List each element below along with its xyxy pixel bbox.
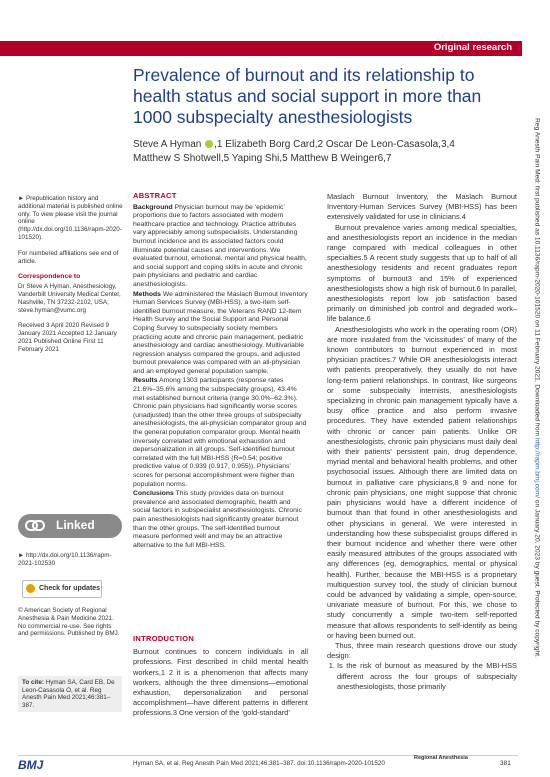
right-column (327, 192, 517, 692)
abstract (133, 192, 308, 551)
correspondence-text: Dr Steve A Hyman, Anesthesiology, Vanderbilt University Medical Center, Nashville, TN 37232-2102, USA; steve.hyman@vumc.org (18, 283, 121, 314)
section-banner (0, 41, 522, 56)
body-paragraph-2: Burnout prevalence varies among medical specialties, and anesthesiologists report an incidence in the median range compared with medical colleagues in other specialties.5 A recent study suggests that up to half of all anesthesiology residents and recent graduates report symptoms of burnout3 and 15% of experienced anesthesiologists show a high risk of burnout.6 In parallel, anesthesiologists report low job satisfaction based primarily on diminished job control and degraded work–life balance.6 (327, 222, 517, 324)
page-number: 381 (500, 760, 511, 767)
left-column (18, 195, 123, 362)
author-rest: ,1 Elizabeth Borg Card,2 Oscar De Leon-Casasola,3,4 (214, 139, 455, 150)
introduction-heading: INTRODUCTION (133, 634, 195, 643)
supplementary-note: ► Prepublication history and additional material is published online only. To view please visit the journal online (http://dx.doi.org/10.1136/rapm-2020-101520). (18, 195, 123, 241)
copyright-note: © American Society of Regional Anesthesia & Pain Medicine 2021. No commercial re-use. See rights and permissions. Published by BMJ. (18, 607, 120, 638)
check-updates-label: Check for updates (39, 585, 101, 592)
sidebar-note (534, 8, 541, 768)
sidebar-text-after: on January 20, 2023 by guest. Protected by copyright. (533, 498, 541, 658)
abstract-background (133, 204, 308, 290)
orcid-icon[interactable] (205, 140, 213, 148)
affiliations-note: For numbered affiliations see end of article. (18, 249, 119, 265)
sidebar-text-before: Reg Anesth Pain Med: first published as 10.1136/rapm-2020-101520 on 11 February 2021. Downloaded from (533, 118, 541, 438)
body-paragraph-3: Anesthesiologists who work in the operating room (OR) are more insulated from the ‘vicissitudes’ of many of the known contributors to burnout experienced in most physician practices.7 While OR anesthesiologists interact with patients preoperatively, they usually do not have long-term patient relationships. In contrast, like surgeons or some subspecialty internists, anesthesiologists specializing in chronic pain management typically have a busy office practice and also perform invasive procedures. They have extended patient relationships with chronic or cancer pain patients. Unlike OR anesthesiologists, chronic pain physicians must daily deal with their patients’ persistent pain, drug dependence, myriad mental and behavioral health problems, and other psychosocial issues. Although there are limited data on burnout in palliative care physicians,8 9 and none for chronic pain physicians, one might suppose that chronic pain physicians would have a different incidence of burnout than that found in other anesthesiologists and other physicians in general. We were interested in understanding how these subspecialist groups differed in their burnout incidence and whether there were other easily measured attributes of the groups associated with any differences (eg, demographics, mental or physical health). Further, because the MBI-HSS is a proprietary multiquestion survey tool, the study of clinician burnout could be advanced by validating a simple, open-source, univariate measure of burnout. For this, we chose to study concurrently a simple two-item self-reported measure that allows respondents to self-identify as being or having been burned out. (327, 324, 517, 640)
check-updates-icon (26, 584, 35, 593)
linked-badge[interactable] (18, 514, 122, 538)
background-text: Physician burnout may be ‘epidemic’ proportions due to factors associated with modern healthcare practice and technology. Practice attributes vary appreciably among subspecialists. Understanding burnout incidence and its associated factors could illuminate potential causes and interventions. We evaluated burnout, emotional, mental and physical health, and social support and coping skills in acute and chronic pain physicians and pediatric and cardiac anesthesiologists. (133, 203, 307, 288)
results-label: Results (133, 377, 158, 385)
abstract-methods (133, 291, 308, 377)
author-first: Steve A Hyman (133, 139, 202, 150)
linked-doi[interactable]: ► http://dx.doi.org/10.1136/rapm-2021-102530 (18, 552, 112, 567)
conclusions-label: Conclusions (133, 490, 174, 498)
body-paragraph-1: Maslach Burnout Inventory, the Maslach Burnout Inventory-Human Services Survey (MBI-HSS) has been extensively validated for use in clinicians.4 (327, 192, 517, 222)
bmj-logo: BMJ (18, 758, 44, 772)
list-item: 1. Is the risk of burnout as measured by the MBI-HSS different across the four groups of subspecialty anesthesiologists, those primarily (337, 661, 517, 692)
journal-link[interactable]: http://rapm.bmj.com/ (533, 437, 541, 499)
methods-label: Methods (133, 290, 161, 298)
introduction-text: Burnout continues to concern individuals in all professions. First described in child mental health workers,1 2 it is a phenomenon that affects many workers, although the three dimensions—emotional exhaustion, depersonalization and personal accomplishment—have different patterns in different professions.3 One version of the ‘gold-standard’ (133, 647, 308, 718)
article-title: Prevalence of burnout and its relationship to health status and social support in more than 1000 subspecialty anesthesiologists (133, 65, 482, 127)
check-updates-button[interactable] (22, 580, 102, 598)
research-questions-list (327, 661, 517, 692)
background-label: Background (133, 203, 173, 211)
link-chain-icon (25, 518, 45, 533)
section-label: Original research (433, 42, 512, 53)
abstract-heading: ABSTRACT (133, 191, 177, 200)
author-list (133, 138, 523, 166)
article-dates: Received 3 April 2020 Revised 9 January 2021 Accepted 12 January 2021 Published Online First 11 February 2021 (18, 322, 117, 353)
introduction (133, 634, 308, 719)
abstract-conclusions (133, 490, 308, 550)
author-line-2: Matthew S Shotwell,5 Yaping Shi,5 Matthew B Weinger6,7 (133, 153, 392, 164)
linked-label: Linked (56, 518, 95, 532)
methods-text: We administered the Maslach Burnout Inventory Human Services Survey (MBI-HSS), a two-item self-identified burnout measure, the Veterans RAND 12-Item Health Survey and the Social Support and Personal Coping Survey to subspecialty society members practicing acute and chronic pain management, pediatric anesthesiology and cardiac anesthesiology. Multivariable regression analysis compared the groups, and adjusted burnout prevalence was compared with an all-physician and an employed general population sample. (133, 290, 308, 375)
journal-logo: Regional Anesthesia (414, 755, 468, 761)
cite-box (18, 676, 122, 712)
conclusions-text: This study provides data on burnout prevalence and associated demographic, health and social factors in subspecialist anesthesiologists. Chronic pain anesthesiologists had significantly greater burnout than the other groups. The self-identified burnout measure performed well and may be an attractive alternative to the full MBI-HSS. (133, 490, 302, 549)
cite-text: Hyman SA, Card EB, De Leon-Casasola O, et al. Reg Anesth Pain Med 2021;46:381–387. (22, 679, 115, 709)
correspondence-heading: Correspondence to (18, 273, 81, 281)
cite-label: To cite: (22, 679, 44, 686)
body-paragraph-4: Thus, three main research questions drove our study design: (327, 640, 517, 661)
footer-citation: Hyman SA, et al. Reg Anesth Pain Med 2021;46:381–387. doi:10.1136/rapm-2020-101520 (133, 760, 385, 767)
sidebar (524, 0, 550, 777)
abstract-results (133, 377, 308, 489)
results-text: Among 1303 participants (response rates 21.6%–35.6% among the subspecialty groups), 43.4% met established burnout criteria (range 30.0%–62.3%). Chronic pain physicians had significantly worse scores (unadjusted) than the other three groups of subspecialty anesthesiologists, the all-physician comparator group and the general population comparator group. Mental health inversely correlated with emotional exhaustion and depersonalization in all groups. Self-identified burnout correlated with the full MBI-HSS (R=0.54; positive predictive value of 0.939 (0.917, 0.955)). Physicians’ scores for personal accomplishment were higher than population norms. (133, 377, 307, 488)
